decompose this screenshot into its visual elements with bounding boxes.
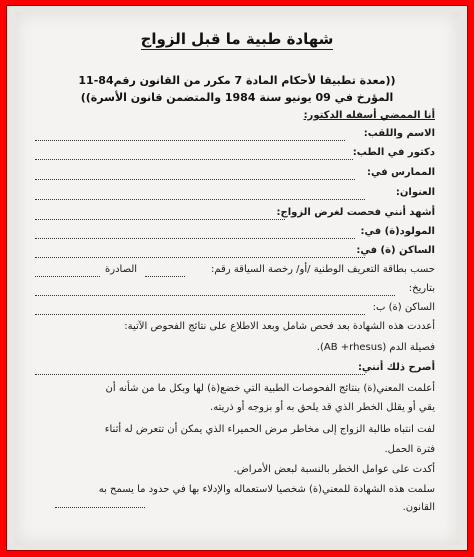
field-born-label: المولود(ة) في: bbox=[360, 226, 435, 237]
signature-blank bbox=[55, 507, 145, 508]
red-border-frame bbox=[6, 5, 468, 551]
statement-line: لفت انتباه طالبة الزواج إلى مخاطر مرض الحميراء الذي يمكن أن تتعرض له أثناء bbox=[104, 424, 435, 435]
field-doctor-blank bbox=[35, 159, 353, 160]
statement-line: القانون. bbox=[402, 502, 435, 513]
field-resident-blank bbox=[35, 257, 365, 258]
declaration-blank bbox=[35, 374, 365, 375]
field-name-label: الاسم واللقب: bbox=[363, 128, 435, 139]
certificate-page bbox=[15, 12, 459, 545]
document-title-text: شهادة طبية ما قبل الزواج bbox=[140, 30, 334, 48]
document-title bbox=[15, 30, 459, 48]
issued-blank bbox=[35, 276, 100, 277]
field-address-label: العنوان: bbox=[395, 187, 435, 198]
statement-line: يقي أو يقلل الخطر الذي قد يلحق به أو بزوجه أو ذريته. bbox=[210, 402, 435, 413]
field-resident-label: الساكن (ة) في: bbox=[356, 245, 435, 256]
resident-in-label: الساكن (ة) ب: bbox=[372, 302, 435, 313]
exam-statement: أعددت هذه الشهادة بعد فحص شامل وبعد الاطلاع على نتائج الفحوص الآتية: bbox=[124, 321, 435, 332]
field-name-blank bbox=[35, 140, 345, 141]
statement-line: أكدت على عوامل الخطر بالنسبة لبعض الأمراض. bbox=[233, 464, 435, 475]
field-practicing-label: الممارس في: bbox=[366, 167, 435, 178]
legal-reference-line-1: ((معدة تطبيقا لأحكام المادة 7 مكرر من القانون رقم84-11 bbox=[78, 74, 396, 87]
field-address-blank bbox=[35, 199, 365, 200]
resident-in-blank bbox=[35, 314, 365, 315]
field-practicing-blank bbox=[35, 179, 355, 180]
field-doctor-label: دكتور في الطب: bbox=[352, 147, 435, 158]
issued-label: الصادرة bbox=[105, 264, 138, 275]
certify-blank bbox=[35, 219, 285, 220]
id-number-blank bbox=[145, 276, 185, 277]
intro-line: أنا الممضي أسفله الدكتور: bbox=[303, 110, 435, 121]
date-blank bbox=[35, 295, 395, 296]
field-born-blank bbox=[35, 238, 355, 239]
legal-reference-line-2: المؤرخ في 09 يونيو سنة 1984 والمتضمن قانون الأسرة)) bbox=[80, 91, 394, 104]
certify-line: أشهد أنني فحصت لغرض الزواج: bbox=[276, 207, 435, 218]
statement-line: أعلمت المعني(ة) بنتائج الفحوصات الطبية التي خضع(ة) لها وبكل ما من شأنه أن bbox=[105, 383, 435, 394]
statement-line: سلمت هذه الشهادة للمعني(ة) شخصيا لاستعماله والإدلاء بها في حدود ما يسمح به bbox=[98, 484, 435, 495]
id-card-line: حسب بطاقة التعريف الوطنية /أو/ رخصة السياقة رقم: bbox=[211, 264, 435, 275]
statement-line: فترة الحمل. bbox=[384, 444, 435, 455]
blood-group-line: فصيلة الدم (AB +rhesus). bbox=[316, 342, 435, 353]
date-label: بتاريخ: bbox=[408, 283, 435, 294]
declaration-heading: أصرح ذلك أنني: bbox=[357, 362, 435, 373]
